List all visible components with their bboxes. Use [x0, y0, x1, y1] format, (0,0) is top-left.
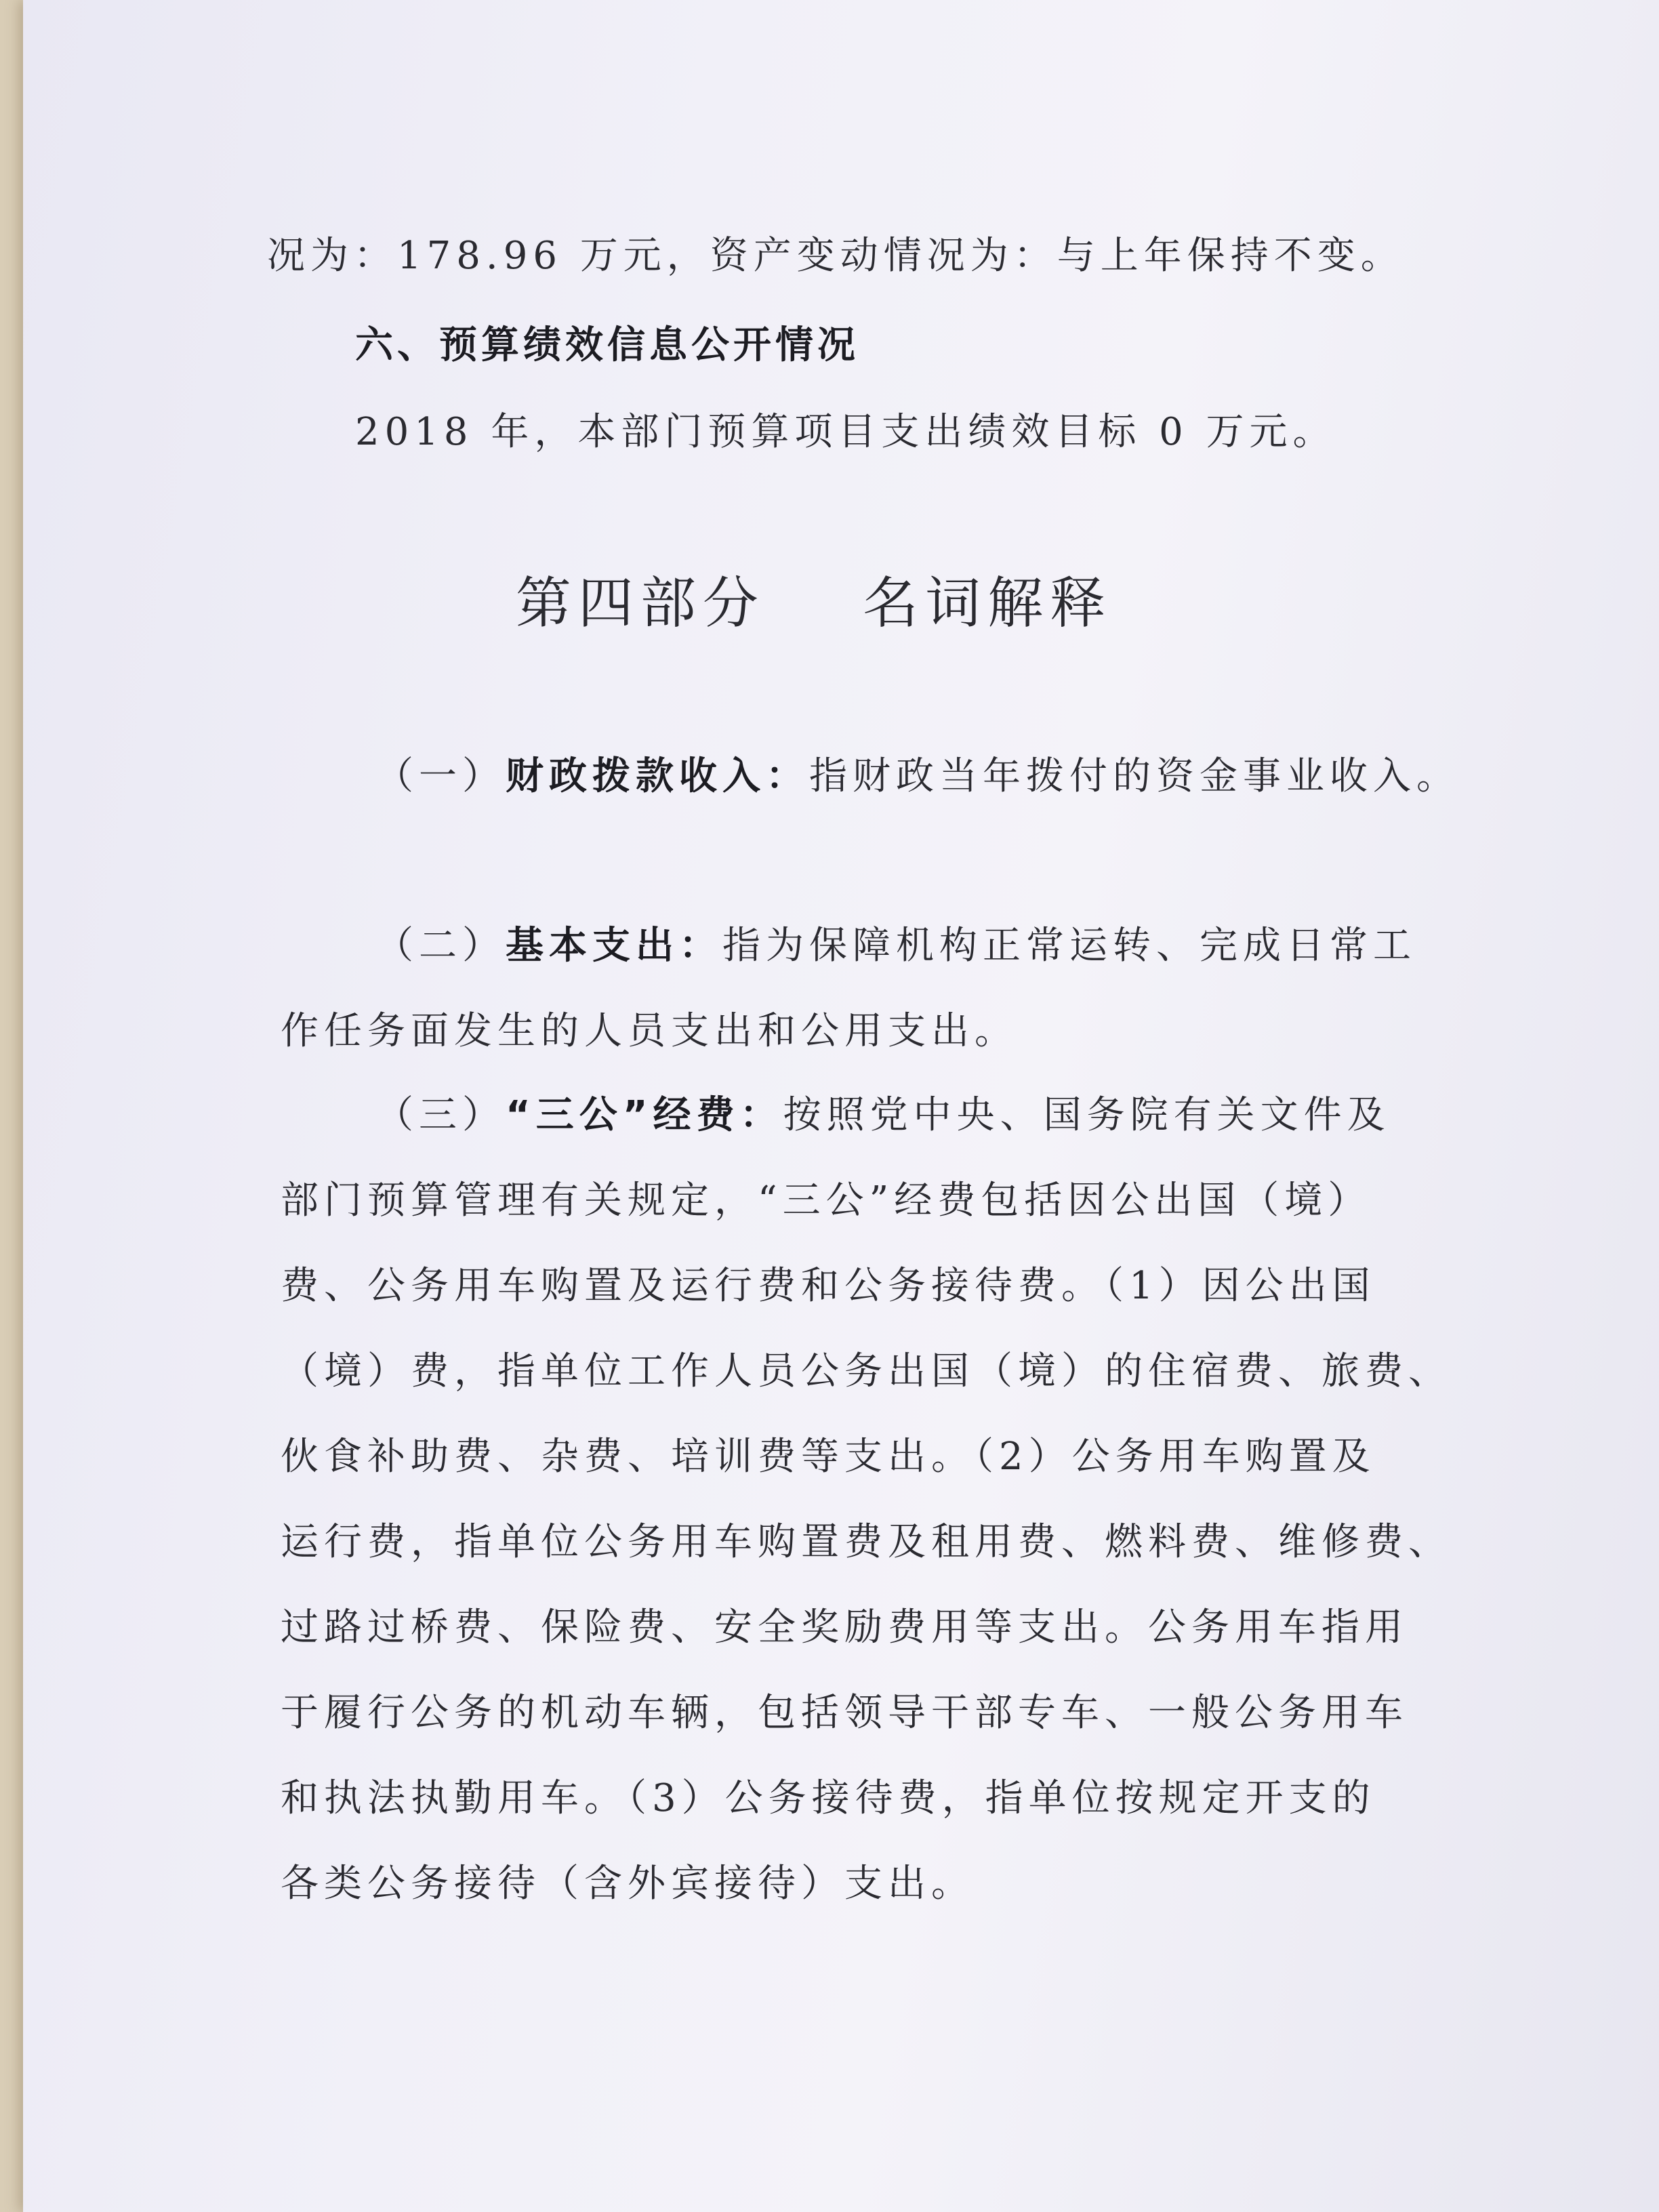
item-text-line: 各类公务接待（含外宾接待）支出。 — [281, 1862, 975, 1906]
item-prefix: （一） — [375, 754, 506, 798]
continued-text-line: 况为：178.96 万元，资产变动情况为：与上年保持不变。 — [267, 234, 1404, 278]
section-body: 2018 年，本部门预算项目支出绩效目标 0 万元。 — [355, 410, 1336, 454]
item-term: 基本支出： — [506, 924, 722, 968]
item-text-line: 和执法执勤用车。（3）公务接待费，指单位按规定开支的 — [281, 1776, 1376, 1820]
item-text-line: 作任务面发生的人员支出和公用支出。 — [281, 1009, 1018, 1053]
definition-item-3 — [375, 1093, 1391, 1137]
definition-item-2 — [375, 924, 1416, 968]
section-heading: 六、预算绩效信息公开情况 — [355, 323, 859, 367]
document-page — [23, 0, 1659, 2212]
item-term: “三公”经费： — [506, 1093, 783, 1137]
item-text: 指财政当年拨付的资金事业收入。 — [809, 754, 1460, 798]
part-title: 第四部分 名词解释 — [515, 571, 1113, 636]
item-text-line: 于履行公务的机动车辆，包括领导干部专车、一般公务用车 — [281, 1691, 1408, 1735]
item-text: 按照党中央、国务院有关文件及 — [783, 1093, 1391, 1137]
item-term: 财政拨款收入： — [506, 754, 809, 798]
item-prefix: （三） — [375, 1093, 506, 1137]
item-text-line: （境）费，指单位工作人员公务出国（境）的住宿费、旅费、 — [281, 1349, 1452, 1393]
definition-item-1 — [375, 754, 1460, 798]
item-text-line: 部门预算管理有关规定，“三公”经费包括因公出国（境） — [281, 1179, 1372, 1223]
item-text-line: 伙食补助费、杂费、培训费等支出。（2）公务用车购置及 — [281, 1435, 1376, 1479]
item-text-line: 过路过桥费、保险费、安全奖励费用等支出。公务用车指用 — [281, 1605, 1408, 1650]
item-text-line: 运行费，指单位公务用车购置费及租用费、燃料费、维修费、 — [281, 1520, 1452, 1564]
item-prefix: （二） — [375, 924, 506, 968]
item-text-line: 费、公务用车购置及运行费和公务接待费。（1）因公出国 — [281, 1264, 1376, 1308]
item-text: 指为保障机构正常运转、完成日常工 — [722, 924, 1416, 968]
